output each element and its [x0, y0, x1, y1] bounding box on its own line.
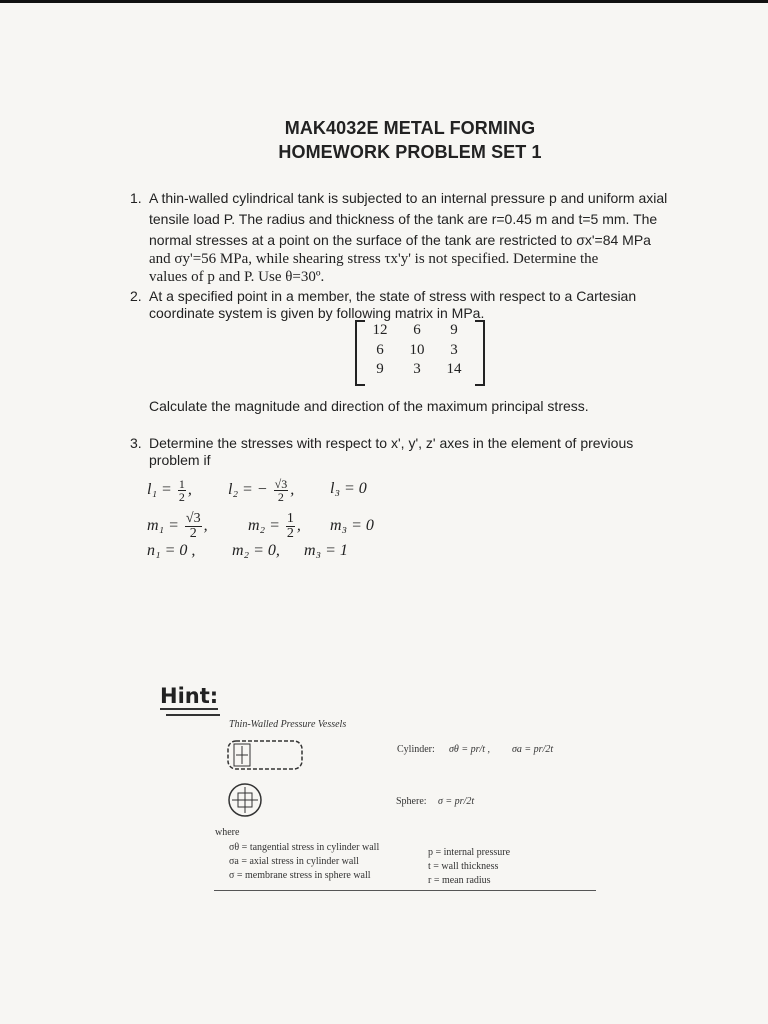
hint-underline [166, 714, 220, 716]
eq-l1-label: l₁ = [147, 481, 172, 499]
definition-membrane-stress: σ = membrane stress in sphere wall [229, 870, 371, 881]
matrix-cell: 3 [450, 342, 458, 358]
matrix-cell: 3 [413, 361, 421, 377]
equation-l2: l₂ = − $\frac{√3}{2}$ , [228, 477, 295, 504]
definition-wall-thickness: t = wall thickness [428, 861, 499, 872]
hint-label: Hint: [160, 684, 219, 708]
where-label: where [215, 827, 240, 838]
equation-m3: m₃ = 0 [330, 517, 374, 534]
eq-m1-num: √3 [185, 511, 201, 526]
top-border-line [0, 0, 768, 3]
eq-m2-den: 2 [286, 526, 294, 541]
problem-1-line-2: tensile load P. The radius and thickness of the tank are r=0.45 m and t=5 mm. The [149, 211, 658, 227]
problem-3-number: 3. [130, 435, 142, 451]
cylinder-equation-1: σθ = pr/t , [449, 744, 491, 755]
eq-l2-den: 2 [277, 490, 284, 504]
matrix-cell: 9 [450, 322, 458, 338]
equation-m1: m₁ = $\frac{√3}{2}$ , [147, 511, 208, 541]
matrix-cell: 6 [413, 322, 421, 338]
cylinder-vessel-icon [226, 738, 304, 772]
problem-2-line-2: coordinate system is given by following matrix in MPa. [149, 305, 485, 321]
equation-m2: m₂ = $\frac{1}{2}$ , [248, 511, 301, 541]
matrix-cell: 14 [446, 361, 462, 377]
hint-caption: Thin-Walled Pressure Vessels [229, 719, 347, 730]
equation-n3: m₃ = 1 [304, 542, 348, 559]
hint-bottom-rule [214, 890, 596, 891]
hint-underline [160, 708, 218, 710]
matrix-cell: 9 [376, 361, 384, 377]
definition-tangential-stress: σθ = tangential stress in cylinder wall [229, 842, 380, 853]
eq-l2-label: l₂ = − [228, 481, 268, 499]
problem-1-line-3: normal stresses at a point on the surface of the tank are restricted to σx'=84 MPa [149, 232, 651, 248]
cylinder-equation-2: σa = pr/2t [512, 744, 554, 755]
document-title: MAK4032E METAL FORMING [284, 118, 536, 138]
equation-n1: n₁ = 0 , [147, 542, 196, 559]
problem-1-line-1: A thin-walled cylindrical tank is subjected to an internal pressure p and uniform axial [149, 190, 668, 206]
problem-1-line-4: and σy'=56 MPa, while shearing stress τx'y' is not specified. Determine the [149, 251, 599, 267]
equation-l3: l₃ = 0 [330, 480, 367, 497]
eq-m2-num: 1 [286, 511, 294, 526]
eq-l2-num: √3 [274, 477, 288, 491]
problem-1-line-5: values of p and P. Use θ=30º. [149, 269, 325, 285]
matrix-cell: 12 [372, 322, 388, 338]
stress-matrix [355, 320, 485, 384]
equation-n2: m₂ = 0, [232, 542, 280, 559]
eq-l1-num: 1 [178, 477, 185, 491]
problem-2-number: 2. [130, 288, 142, 304]
matrix-cell: 10 [409, 342, 425, 358]
eq-m1-label: m₁ = [147, 517, 179, 535]
document-subtitle: HOMEWORK PROBLEM SET 1 [278, 142, 542, 162]
problem-2-question: Calculate the magnitude and direction of the maximum principal stress. [149, 398, 589, 414]
problem-2-line-1: At a specified point in a member, the state of stress with respect to a Cartesian [149, 288, 637, 304]
problem-1-number: 1. [130, 190, 142, 206]
equation-l1: l₁ = $\frac{1}{2}$ , [147, 477, 192, 504]
sphere-equation: σ = pr/2t [438, 796, 475, 807]
matrix-cell: 6 [376, 342, 384, 358]
definition-axial-stress: σa = axial stress in cylinder wall [229, 856, 359, 867]
definition-internal-pressure: p = internal pressure [428, 847, 511, 858]
sphere-vessel-icon [226, 782, 264, 818]
eq-m2-label: m₂ = [248, 517, 280, 535]
matrix-right-bracket [475, 320, 485, 386]
sphere-label: Sphere: [396, 796, 427, 807]
problem-3-line-1: Determine the stresses with respect to x', y', z' axes in the element of previous [149, 435, 634, 451]
problem-3-line-2: problem if [149, 452, 211, 468]
eq-m1-den: 2 [189, 526, 197, 541]
cylinder-label: Cylinder: [397, 744, 435, 755]
definition-mean-radius: r = mean radius [428, 875, 491, 886]
eq-l1-den: 2 [178, 490, 185, 504]
